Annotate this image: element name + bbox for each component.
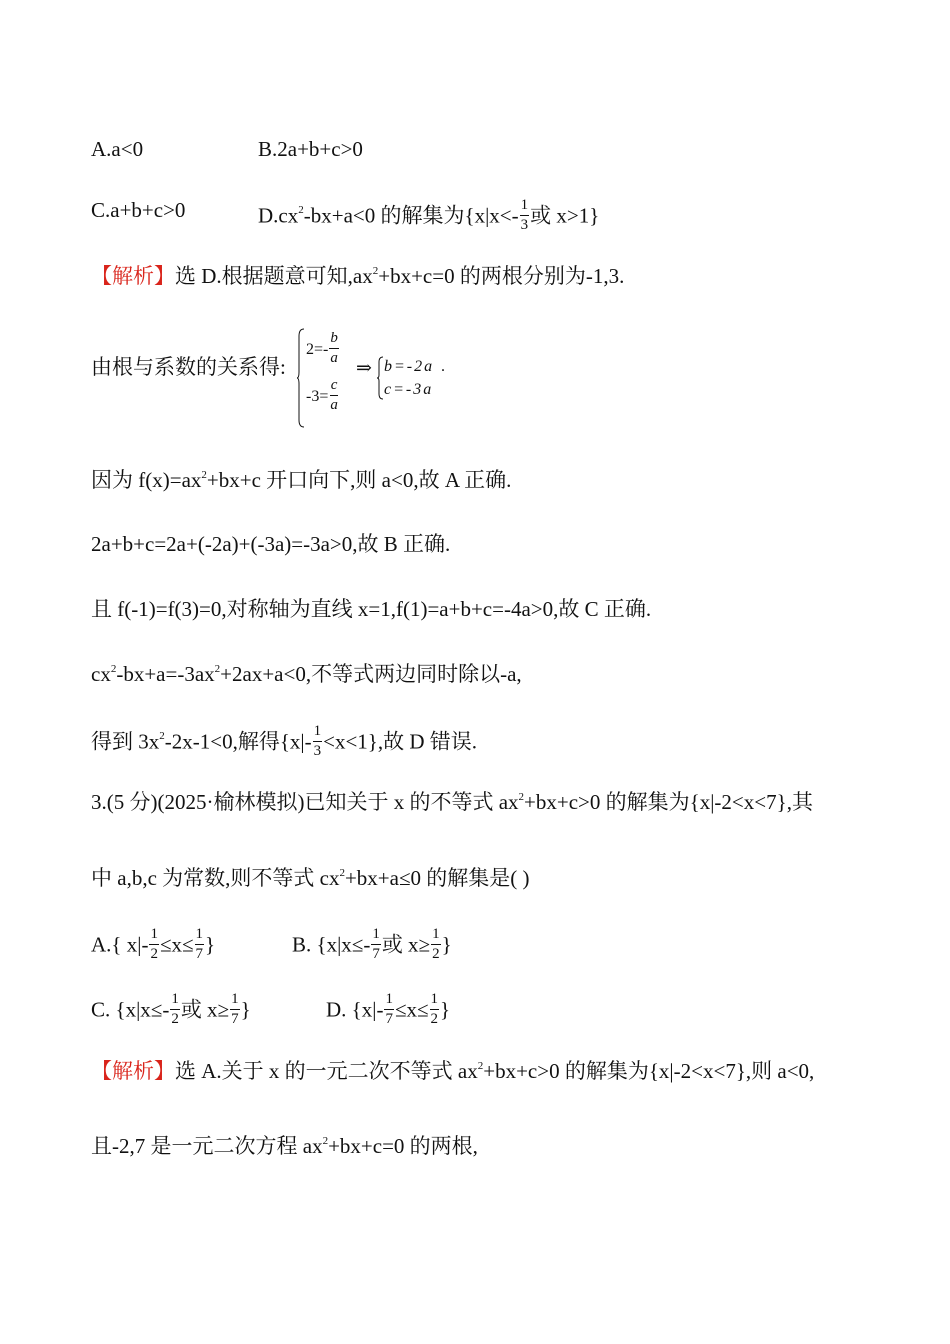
text: } xyxy=(240,997,251,1022)
fraction xyxy=(149,927,159,962)
option-d-prefix: D.cx xyxy=(258,203,299,228)
numerator xyxy=(329,331,339,349)
sup: 2 xyxy=(298,204,304,217)
analysis-tag: 【解析】 xyxy=(91,1059,175,1083)
denominator xyxy=(329,349,339,366)
text: A.{ x|- xyxy=(91,932,149,957)
analysis-tag: 【解析】 xyxy=(91,264,175,288)
numerator: 1 xyxy=(170,992,180,1010)
analysis-line-1 xyxy=(91,266,624,287)
text: 3.(5 分)(2025·榆林模拟)已知关于 x 的不等式 ax xyxy=(91,790,519,814)
sup: 2 xyxy=(339,867,345,879)
analysis-line-6 xyxy=(91,664,522,685)
text: +bx+a≤0 的解集是( ) xyxy=(344,866,530,890)
sup: 2 xyxy=(201,469,207,481)
text: 中 a,b,c 为常数,则不等式 cx xyxy=(91,866,340,890)
text: cx xyxy=(91,662,111,686)
denominator: 2 xyxy=(430,1011,439,1027)
analysis-line-4: 2a+b+c=2a+(-2a)+(-3a)=-3a>0,故 B 正确. xyxy=(91,532,451,556)
text: } xyxy=(205,932,216,957)
fraction xyxy=(195,927,205,962)
text: 或 x≥ xyxy=(381,932,431,957)
var: a xyxy=(330,350,338,366)
text: 因为 f(x)=ax xyxy=(91,468,202,492)
text: D. {x|- xyxy=(326,997,384,1022)
fraction xyxy=(313,724,323,759)
option-d-suffix: 或 x>1} xyxy=(530,203,600,228)
denominator: 7 xyxy=(195,946,204,962)
numerator: 1 xyxy=(230,992,240,1010)
analysis-line-2: 由根与系数的关系得: xyxy=(91,355,286,379)
sys-result-2: c=-3a xyxy=(384,381,434,398)
sup: 2 xyxy=(322,1135,329,1147)
text: +bx+c>0 的解集为{x|-2<x<7},则 a<0, xyxy=(483,1059,815,1083)
var: a xyxy=(330,397,338,413)
numerator: 1 xyxy=(431,927,441,945)
numerator: 1 xyxy=(313,724,323,742)
option-c[interactable]: C.a+b+c>0 xyxy=(91,198,186,222)
q3-option-a[interactable] xyxy=(91,926,216,964)
text: +bx+c>0 的解集为{x|-2<x<7},其 xyxy=(524,790,813,814)
fraction xyxy=(520,198,530,233)
text: 选 D.根据题意可知,ax xyxy=(175,264,373,288)
denominator: 2 xyxy=(171,1011,179,1027)
text: <x<1},故 D 错误. xyxy=(323,729,478,754)
question-3-line-2 xyxy=(91,868,530,889)
analysis-line-3 xyxy=(91,470,511,491)
text: 得到 3x xyxy=(91,729,160,754)
implies-arrow: ⇒ xyxy=(356,358,372,379)
text: } xyxy=(440,997,451,1022)
text: ≤x≤ xyxy=(159,932,194,957)
var: c xyxy=(330,377,338,393)
text: ≤x≤ xyxy=(394,997,429,1022)
sup: 2 xyxy=(214,663,221,675)
fraction xyxy=(170,992,180,1027)
option-d[interactable] xyxy=(258,197,600,235)
denominator: 7 xyxy=(385,1011,393,1027)
denominator: 3 xyxy=(313,743,322,759)
denominator: 2 xyxy=(150,946,158,962)
denominator: 7 xyxy=(231,1011,239,1027)
denominator xyxy=(329,396,339,413)
option-b[interactable]: B.2a+b+c>0 xyxy=(258,137,363,161)
option-d-mid: -bx+a<0 的解集为{x|x<- xyxy=(303,203,519,228)
numerator xyxy=(330,378,339,396)
text: B. {x|x≤- xyxy=(292,932,371,957)
numerator: 1 xyxy=(195,927,205,945)
sup: 2 xyxy=(159,730,165,743)
numerator: 1 xyxy=(430,992,440,1010)
fraction xyxy=(329,331,339,366)
denominator: 3 xyxy=(520,217,529,233)
numerator: 1 xyxy=(520,198,530,216)
sup: 2 xyxy=(477,1060,484,1072)
fraction xyxy=(430,992,440,1027)
text: +bx+c=0 的两根分别为-1,3. xyxy=(378,264,625,288)
fraction xyxy=(431,927,441,962)
text: +bx+c 开口向下,则 a<0,故 A 正确. xyxy=(206,468,512,492)
numerator: 1 xyxy=(149,927,159,945)
option-a[interactable]: A.a<0 xyxy=(91,137,144,161)
text: 选 A.关于 x 的一元二次不等式 ax xyxy=(175,1059,478,1083)
var: b xyxy=(330,330,338,346)
text: 或 x≥ xyxy=(180,997,230,1022)
question-3-line-1 xyxy=(91,792,813,813)
fraction xyxy=(371,927,381,962)
sup: 2 xyxy=(372,265,379,277)
q3-option-c[interactable] xyxy=(91,991,251,1029)
q3-option-d[interactable] xyxy=(326,991,451,1029)
analysis-line-7 xyxy=(91,723,478,761)
text: -bx+a=-3ax xyxy=(116,662,215,686)
text: 2=- xyxy=(306,341,329,359)
q3-analysis-line-1 xyxy=(91,1061,814,1082)
text: -2x-1<0,解得{x|- xyxy=(164,729,312,754)
text: +bx+c=0 的两根, xyxy=(328,1134,478,1158)
analysis-line-5: 且 f(-1)=f(3)=0,对称轴为直线 x=1,f(1)=a+b+c=-4a>0,故 C 正确. xyxy=(91,597,652,621)
left-brace-icon xyxy=(296,328,306,428)
sup: 2 xyxy=(110,663,117,675)
fraction xyxy=(230,992,240,1027)
fraction xyxy=(329,378,339,413)
sys-end: . xyxy=(441,358,445,375)
numerator: 1 xyxy=(384,992,394,1010)
text: C. {x|x≤- xyxy=(91,997,170,1022)
fraction xyxy=(384,992,394,1027)
sys-eq-2 xyxy=(306,377,340,415)
text: +2ax+a<0,不等式两边同时除以-a, xyxy=(220,662,522,686)
sys-eq-1 xyxy=(306,330,340,368)
q3-option-b[interactable] xyxy=(292,926,452,964)
denominator: 7 xyxy=(372,946,380,962)
text: } xyxy=(441,932,452,957)
left-brace-icon xyxy=(376,356,384,400)
denominator: 2 xyxy=(432,946,440,962)
sys-result-1: b=-2a xyxy=(384,358,435,375)
numerator: 1 xyxy=(371,927,381,945)
sup: 2 xyxy=(518,791,525,803)
text: 且-2,7 是一元二次方程 ax xyxy=(91,1134,323,1158)
q3-analysis-line-2 xyxy=(91,1136,478,1157)
text: -3= xyxy=(306,388,329,406)
